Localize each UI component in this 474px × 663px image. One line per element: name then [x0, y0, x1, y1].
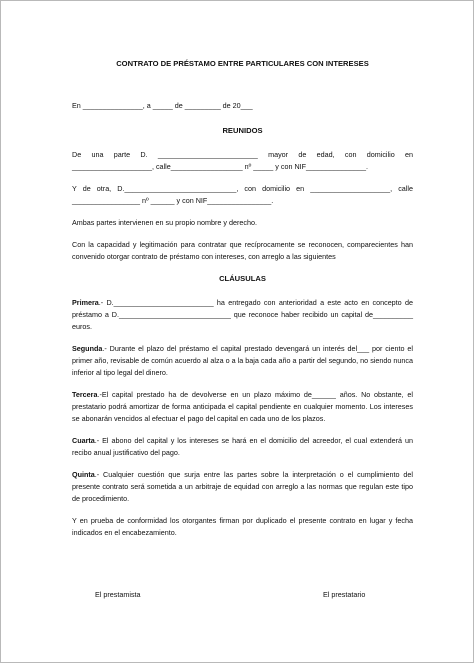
signature-prestamista: El prestamista [95, 590, 141, 599]
clausula-tercera-text: .-El capital prestado ha de devolverse en un plazo máximo de______ años. No obstante, el prestatario podrá amortizar de forma anticipada el capital pendiente en cualquier momento. Los intereses se abonarán vencidos al efectuar el pago del capital en cada uno de los plazos. [72, 390, 413, 423]
document-body [72, 58, 413, 549]
place-date-line: En _______________, a _____ de _________ de 20___ [72, 101, 253, 110]
clausula-primera-text: .- D._________________________ ha entregado con anterioridad a este acto en concepto de préstamo a D.____________________________ que reconoce haber recibido un capital de__________ euros. [72, 298, 413, 331]
clausulas-heading: CLÁUSULAS [219, 274, 266, 283]
clausula-primera-label: Primera [72, 298, 99, 307]
reunidos-heading: REUNIDOS [222, 126, 263, 135]
parte-d-paragraph: De una parte D. _________________________ mayor de edad, con domicilio en ____________________, calle__________________ nº _____ y con NIF_______________. [72, 150, 413, 171]
clausula-cuarta-text: .- El abono del capital y los intereses se hará en el domicilio del acreedor, el cual extenderá un recibo anual justificativo del pago. [72, 436, 413, 457]
clausula-quinta [72, 469, 413, 505]
clausula-quinta-label: Quinta [72, 470, 95, 479]
document-title: CONTRATO DE PRÉSTAMO ENTRE PARTICULARES CON INTERESES [116, 59, 369, 68]
signature-prestatario: El prestatario [323, 590, 366, 599]
clausula-tercera-label: Tercera [72, 390, 98, 399]
clausula-quinta-text: .- Cualquier cuestión que surja entre las partes sobre la interpretación o el cumplimiento del presente contrato será sometida a un arbitraje de equidad con arreglo a las normas que regulan este tipo de procedimiento. [72, 470, 413, 503]
otra-parte-paragraph: Y de otra, D.____________________________, con domicilio en ____________________, calle _________________ nº ______ y con NIF________________. [72, 184, 413, 205]
clausula-cuarta-label: Cuarta [72, 436, 95, 445]
clausula-segunda-label: Segunda [72, 344, 103, 353]
clausula-segunda-text: .- Durante el plazo del préstamo el capital prestado devengará un interés del___ por ciento el primer año, revisable de común acuerdo al alza o a la baja cada año a partir del segundo, no siendo nunca inferior al tipo legal del dinero. [72, 344, 413, 377]
clausula-tercera [72, 389, 413, 425]
clausula-cuarta [72, 435, 413, 459]
ambas-partes-paragraph: Ambas partes intervienen en su propio nombre y derecho. [72, 218, 257, 227]
capacidad-paragraph: Con la capacidad y legitimación para contratar que recíprocamente se reconocen, comparecientes han convenido otorgar contrato de préstamo con intereses, con arreglo a las siguientes [72, 240, 413, 261]
clausula-primera [72, 297, 413, 333]
conformidad-paragraph: Y en prueba de conformidad los otorgantes firman por duplicado el presente contrato en lugar y fecha indicados en el encabezamiento. [72, 516, 413, 537]
clausula-segunda [72, 343, 413, 379]
